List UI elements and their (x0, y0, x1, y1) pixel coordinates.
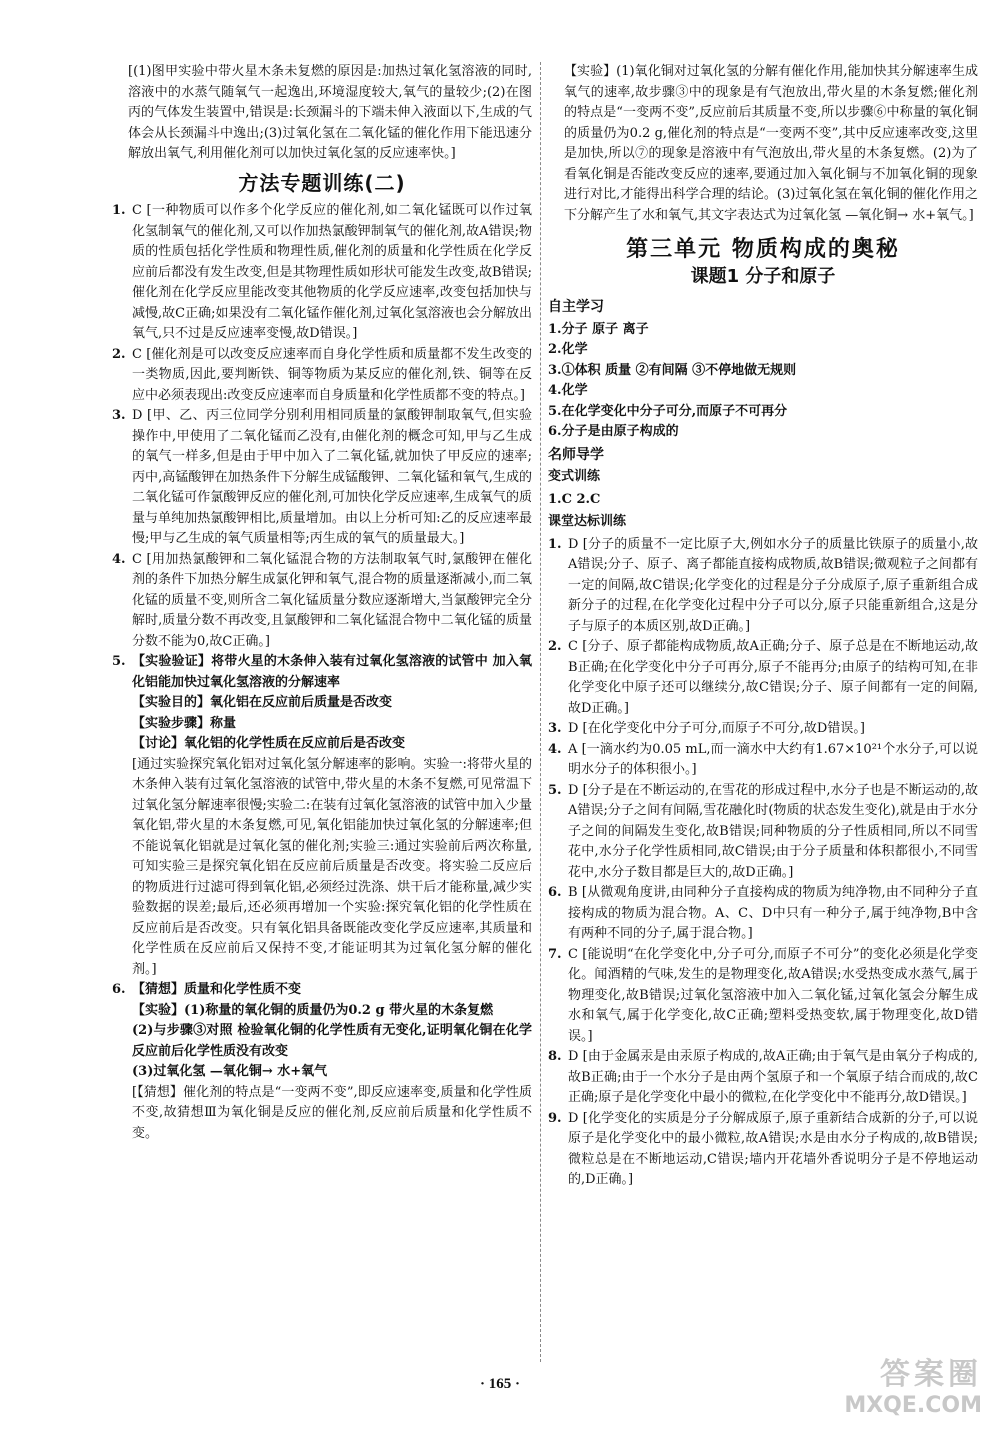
answer-item-6 (112, 980, 532, 1144)
watermark-url: MXQE.COM (844, 1393, 982, 1418)
item-number: 4. (112, 551, 126, 567)
left-column (112, 62, 532, 1144)
item-number: 6. (548, 885, 562, 900)
section-title: 方法专题训练(二) (238, 170, 406, 195)
continued-paragraph: 【实验】(1)氧化铜对过氧化氢的分解有催化作用,能加快其分解速率生成氧气的速率,故步骤③中的现象是有气泡放出,带火星的木条复燃;催化剂的特点是“一变两不变”,反应前后其质量不变,所以步骤⑥中称量的氧化铜的质量仍为0.2 g,催化剂的特点是“一变两不变”,其中反应速率改变,这里是加快,所以⑦的现象是溶液中有气泡放出,带火星的木条复燃。(2)为了看氧化铜是否能改变反应的速率,要通过加入氧化铜与不加氧化铜的现象进行对比,才能得出科学合理的结论。(3)过氧化氢在氧化铜的催化作用之下分解产生了水和氧气,其文字表达式为过氧化氢 —氧化铜→ 水+氧气。] (564, 64, 978, 223)
variant-answers: 1.C 2.C (548, 491, 601, 507)
item-number: 4. (548, 741, 562, 757)
item-number: 1. (548, 536, 562, 552)
item-text: D [在化学变化中分子可分,而原子不可分,故D错误。] (568, 721, 865, 736)
answer-item (548, 719, 978, 740)
self-study-list (548, 320, 978, 443)
item6-line3: (2)与步骤③对照 检验氧化铜的化学性质有无变化,证明氧化铜在化学反应前后化学性质没有改变 (132, 1023, 532, 1059)
watermark-logo (832, 1349, 982, 1421)
item-text: D [由于金属汞是由汞原子构成的,故A正确;由于氧气是由氧分子构成的,故B正确;由于一个水分子是由两个氢原子和一个氧原子结合而成的,故C正确;原子是化学变化中最小的微粒,在化学变化中不能再分,故D错误。] (568, 1049, 978, 1105)
answer-item (548, 883, 978, 945)
item-number: 3. (112, 408, 126, 423)
item-text: C [分子、原子都能构成物质,故A正确;分子、原子总是在不断地运动,故B正确;在化学变化中分子可再分,原子不能再分;由原子的结构可知,在非化学变化中原子还可以继续分,故C错误;分子、原子间都有一定的间隔,故D正确。] (568, 639, 978, 716)
answer-item (548, 740, 978, 781)
item6-line2: 【实验】(1)称量的氧化铜的质量仍为0.2 g 带火星的木条复燃 (132, 1002, 494, 1018)
item5-line3: 【实验步骤】称量 (132, 715, 237, 731)
item-number: 3. (548, 721, 562, 736)
item5-explanation: [通过实验探究氧化铝对过氧化氢分解速率的影响。实验一:将带火星的木条伸入装有过氧化氢溶液的试管中,带火星的木条不复燃,可见常温下过氧化氢分解速率很慢;实验二:在装有过氧化氢溶液的试管中加入少量氧化铝,带火星的木条复燃,可见,氧化铝能加快过氧化氢的分解速率;但不能说氧化铝就是过氧化氢的催化剂;实验三:通过实验前后两次称量,可知实验三是探究氧化铝在反应前后质量是否改变。将实验二反应后的物质进行过滤可得到氧化铝,必须经过洗涤、烘干后才能称量,减少实验数据的误差;最后,还必须再增加一个实验:探究氧化铝的化学性质在反应前后是否改变。只有氧化铝具备既能改变化学反应速率,其质量和化学性质在反应前后又保持不变,才能证明其为过氧化氢分解的催化剂。] (132, 756, 532, 977)
item-number: 6. (112, 982, 126, 997)
class-training-heading: 课堂达标训练 (548, 514, 627, 529)
item-text: C [催化剂是可以改变反应速率而自身化学性质和质量都不发生改变的一类物质,因此,要判断铁、铜等物质为某反应的催化剂,铁、铜等在反应中必须表现出:改变反应速率而自身质量和化学性质都不变的特点。] (132, 346, 532, 403)
answer-item (112, 550, 532, 653)
answer-item (548, 781, 978, 884)
item6-explanation: [【猜想】催化剂的特点是“一变两不变”,即反应速率变,质量和化学性质不变,故猜想Ⅲ为氧化铜是反应的催化剂,反应前后质量和化学性质不变。 (132, 1084, 532, 1141)
item5-line1: 【实验验证】将带火星的木条伸入装有过氧化氢溶液的试管中 加入氧化铝能加快过氧化氢溶液的分解速率 (132, 654, 532, 690)
column-divider (540, 62, 542, 1362)
answer-item (112, 406, 532, 550)
self-study-item: 6.分子是由原子构成的 (548, 424, 679, 439)
item-number: 2. (112, 346, 126, 362)
class-training-list (548, 535, 978, 1191)
item-number: 1. (112, 203, 126, 218)
item-number: 9. (548, 1110, 562, 1126)
self-study-item: 3.①体积 质量 ②有间隔 ③不停地做无规则 (548, 362, 797, 378)
self-study-item: 2.化学 (548, 342, 588, 357)
item-number: 5. (112, 654, 126, 669)
self-study-heading: 自主学习 (548, 299, 604, 315)
answer-item (548, 1109, 978, 1191)
variant-heading: 变式训练 (548, 469, 601, 484)
item5-line2: 【实验目的】氧化铝在反应前后质量是否改变 (132, 695, 393, 710)
self-study-item: 5.在化学变化中分子可分,而原子不可再分 (548, 403, 788, 419)
item-text: D [甲、乙、丙三位同学分别利用相同质量的氯酸钾制取氧气,但实验操作中,甲使用了二氧化锰而乙没有,由催化剂的概念可知,甲与乙生成的氧气一样多,但是由于甲中加入了二氧化锰,就加快了甲反应的速率;丙中,高锰酸钾在加热条件下分解生成锰酸钾、二氧化锰和氧气,生成的二氧化锰可作氯酸钾反应的催化剂,可加快化学反应速率,生成氧气的质量与单纯加热氯酸钾相比,质量增加。由以上分析可知:乙的反应速率最慢;甲与乙生成的氧气质量相等;丙生成的氧气的质量最大。] (132, 408, 532, 546)
item-number: 2. (548, 639, 562, 654)
item-text: B [从微观角度讲,由同种分子直接构成的物质为纯净物,由不同种分子直接构成的物质为混合物。A、C、D中只有一种分子,属于纯净物,B中含有两种不同的分子,属于混合物。] (568, 885, 978, 941)
item-number: 5. (548, 782, 562, 798)
item6-line1: 【猜想】质量和化学性质不变 (132, 982, 302, 997)
answer-item-5 (112, 652, 532, 980)
item-number: 8. (548, 1049, 562, 1064)
item-text: A [一滴水约为0.05 mL,而一滴水中大约有1.67×10²¹个水分子,可以说明水分子的体积很小。] (568, 741, 978, 777)
item-text: C [一种物质可以作多个化学反应的催化剂,如二氧化锰既可以作过氧化氢制氧气的催化剂,又可以作加热氯酸钾制氧气的催化剂,故A错误;物质的性质包括化学性质和物理性质,催化剂的质量和化学性质在化学反应前后都没有发生改变,但是其物理性质如形状可能发生改变,故B错误;催化剂在化学反应里能改变其他物质的化学反应速率,改变包括加快与减慢,故C正确;如果没有二氧化锰作催化剂,过氧化氢溶液也会分解放出氧气,只不过是反应速率变慢,故D错误。] (132, 203, 532, 341)
answer-item (112, 201, 532, 345)
answer-item (548, 535, 978, 638)
right-column (548, 62, 978, 1191)
answer-item (548, 945, 978, 1048)
answer-item (548, 637, 978, 719)
item-text: C [能说明“在化学变化中,分子可分,而原子不可分”的变化必须是化学变化。闻酒精的气味,发生的是物理变化,故A错误;水受热变成水蒸气,属于物理变化,故B错误;过氧化氢溶液中加入二氧化锰,过氧化氢会分解生成水和氧气,属于化学变化,故C正确;塑料受热变软,属于物理变化,故D错误。] (568, 946, 978, 1044)
item6-line4: (3)过氧化氢 —氧化铜→ 水+氧气 (132, 1064, 328, 1079)
item-text: D [分子的质量不一定比原子大,例如水分子的质量比铁原子的质量小,故A错误;分子、原子、离子都能直接构成物质,故B错误;微观粒子之间都有一定的间隔,故C错误;化学变化的过程是分子分成原子,原子重新组合成新分子的过程,在化学变化过程中分子可以分,原子只能重新组合,这是分子与原子的本质区别,故D正确。] (568, 536, 978, 634)
self-study-item: 4.化学 (548, 383, 588, 398)
answer-item (548, 1047, 978, 1109)
watermark-text: 答案圈 (880, 1357, 982, 1392)
self-study-item: 1.分子 原子 离子 (548, 321, 649, 337)
teacher-guide-heading: 名师导学 (548, 446, 604, 463)
answer-item (112, 345, 532, 407)
item-text: C [用加热氯酸钾和二氧化锰混合物的方法制取氧气时,氯酸钾在催化剂的条件下加热分解生成氯化钾和氧气,混合物的质量逐渐减小,而二氧化锰的质量不变,则所含二氧化锰质量分数应逐渐增大,当氯酸钾完全分解时,质量分数不再改变,且氯酸钾和二氧化锰混合物中二氧化锰的质量分数不能为0,故C正确。] (132, 551, 532, 649)
left-answer-list (112, 201, 532, 652)
item-text: D [分子是在不断运动的,在雪花的形成过程中,水分子也是不断运动的,故A错误;分子之间有间隔,雪花融化时(物质的状态发生变化),就是由于水分子之间的间隔发生变化,故B错误;同种物质的分子性质相同,所以不同雪花中,水分子化学性质相同,故C错误;由于分子质量和体积都很小,不同雪花中,水分子数目都是巨大的,故D正确。] (568, 782, 978, 880)
item-number: 7. (548, 946, 562, 962)
intro-paragraph: [(1)图甲实验中带火星木条未复燃的原因是:加热过氧化氢溶液的同时,溶液中的水蒸气随氧气一起逸出,环境湿度较大,氧气的量较少;(2)在图丙的气体发生装置中,错误是:长颈漏斗的下端未伸入液面以下,生成的气体会从长颈漏斗中逸出;(3)过氧化氢在二氧化锰的催化作用下能迅速分解放出氧气,利用催化剂可以加快过氧化氢的反应速率快。] (128, 64, 532, 161)
item-text: D [化学变化的实质是分子分解成原子,原子重新结合成新的分子,可以说原子是化学变化中的最小微粒,故A错误;水是由水分子构成的,故B错误;微粒总是在不断地运动,C错误;墙内开花墙外香说明分子是不停地运动的,D正确。] (568, 1110, 978, 1187)
unit-title: 第三单元 物质构成的奥秘 (626, 237, 900, 262)
lesson-title: 课题1 分子和原子 (690, 265, 836, 287)
item5-line4: 【讨论】氧化铝的化学性质在反应前后是否改变 (132, 736, 406, 751)
page-number: · 165 · (479, 1376, 520, 1392)
